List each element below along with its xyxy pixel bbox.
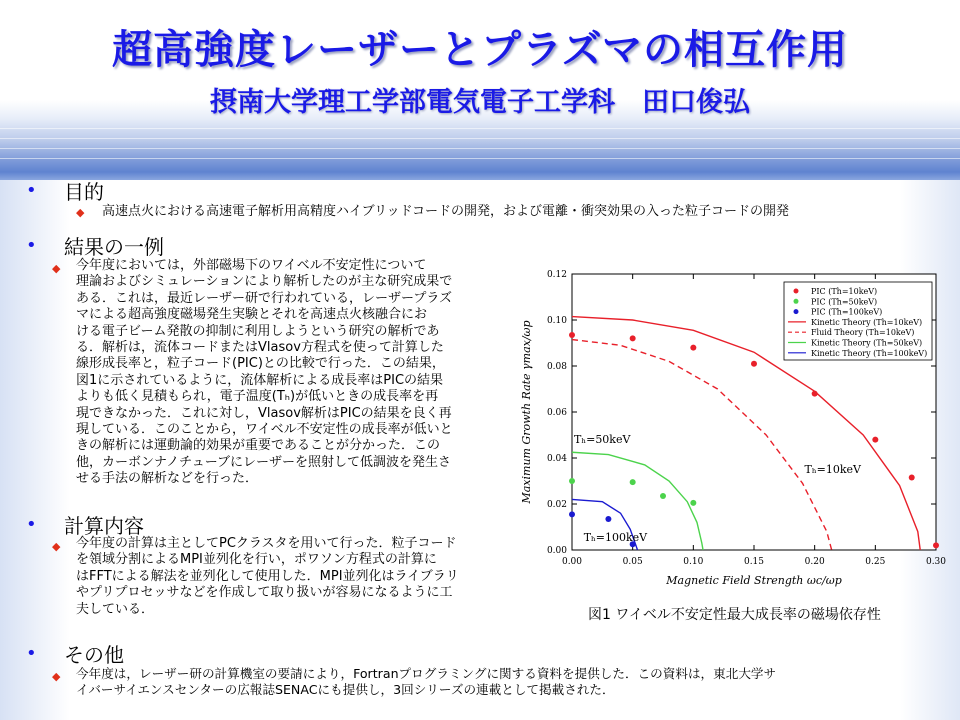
text-line: きの解析には運動論的効果が重要であることが分かった．この [76,438,441,454]
legend-label: Fluid Theory (Th=10keV) [811,328,915,338]
legend-label: PIC (Th=50keV) [811,297,878,307]
data-point [690,345,696,351]
text-line: 今年度においては，外部磁場下のワイベル不安定性について [76,258,427,273]
header-stripe [0,158,960,159]
chart-svg [510,262,950,604]
legend-label: Kinetic Theory (Th=10keV) [811,317,923,327]
diamond-bullet-icon: ◆ [76,206,85,219]
diamond-bullet-icon: ◆ [52,540,61,553]
page-subtitle: 摂南大学理工学部電気電子工学科 田口俊弘 [210,87,750,118]
x-tick-label: 0.30 [925,557,947,567]
text-line: 理論およびシミュレーションにより解析したのが主な研究成果で [76,274,453,290]
y-tick-label: 0.10 [546,316,567,326]
legend-label: Kinetic Theory (Th=100keV) [811,348,928,358]
data-point [569,478,575,484]
text-line: 線形成長率と，粒子コード(PIC)との比較で行った．この結果， [76,356,445,372]
diamond-bullet-icon: ◆ [52,262,61,275]
section-heading-purpose: 目的 [64,180,104,204]
data-point [630,335,636,341]
growth-rate-chart [510,262,950,604]
legend-marker [794,299,799,304]
y-tick-label: 0.04 [546,454,567,464]
data-point [872,437,878,443]
page-title: 超高強度レーザーとプラズマの相互作用 [112,27,848,73]
header-stripe [0,148,960,149]
legend-label: Kinetic Theory (Th=50keV) [811,338,923,348]
figure-caption: 図1 ワイベル不安定性最大成長率の磁場依存性 [588,607,881,623]
x-tick-label: 0.05 [622,557,643,567]
text-line: 現できなかった．これに対し，Vlasov解析はPICの結果を良く再 [76,405,452,421]
data-point [909,475,915,481]
text-line: る．解析は，流体コードまたはVlasov方程式を使って計算した [76,340,444,356]
text-line: やプリプロセッサなどを作成して取り扱いが容易になるように工 [76,585,453,601]
text-line: ける電子ビーム発散の抑制に利用しようという研究の解析であ [76,323,440,339]
text-line: はFFTによる解法を並列化して使用した．MPI並列化はライブラリ [76,568,459,584]
section-heading-other: その他 [64,643,124,667]
bullet-dot-icon: • [26,643,37,664]
x-tick-label: 0.10 [683,557,704,567]
text-line: マによる超高強度磁場発生実験とそれを高速点火核融合にお [76,307,428,323]
purpose-text: 高速点火における高速電子解析用高精度ハイブリッドコードの開発，および電離・衝突効果の入った粒子コードの開発 [102,204,790,219]
bullet-dot-icon: • [26,514,37,535]
text-line: 現している．このことから，ワイベル不安定性の成長率が低いと [76,422,453,438]
x-tick-label: 0.15 [743,557,765,567]
curve-annotation: Tₕ=10keV [804,462,861,476]
text-line: を領域分割によるMPI並列化を行い，ポワソン方程式の計算に [76,552,437,568]
header-stripe [0,128,960,129]
header-stripe [0,138,960,139]
bullet-dot-icon: • [26,235,37,256]
other-text [76,666,936,699]
data-point [569,332,575,338]
data-point [751,361,757,367]
curve-annotation: Tₕ=100keV [583,530,648,544]
bullet-dot-icon: • [26,180,37,201]
curve-annotation: Tₕ=50keV [574,433,631,447]
section-heading-results: 結果の一例 [64,235,164,259]
text-line: ある．これは，最近レーザー研で行われている，レーザープラズ [76,290,452,306]
computation-text [76,536,506,618]
left-shade [0,180,70,720]
legend-label: PIC (Th=10keV) [811,287,878,296]
y-tick-label: 0.00 [546,546,567,556]
y-tick-label: 0.02 [546,500,567,510]
section-heading-computation: 計算内容 [64,514,144,538]
x-tick-label: 0.25 [865,557,886,567]
text-line: 他，カーボンナノチューブにレーザーを照射して低調波を発生さ [76,454,452,470]
legend-marker [794,309,799,314]
text-line: せる手法の解析などを行った． [76,471,259,487]
data-point [630,479,636,485]
text-line: よりも低く見積もられ，電子温度(Tₕ)が低いときの成長率を再 [76,389,439,405]
y-tick-label: 0.06 [546,408,567,418]
legend-label: PIC (Th=100keV) [811,307,883,317]
data-point [690,500,696,506]
text-line: イバーサイエンスセンターの広報誌SENACにも提供し，3回シリーズの連載として掲載された． [76,682,615,698]
data-point [933,542,939,548]
text-line: 図1に示されているように，流体解析による成長率はPICの結果 [76,372,444,388]
text-line: 今年度は，レーザー研の計算機室の要請により，Fortranプログラミングに関する資料を提供した．この資料は，東北大学サ [76,666,777,681]
results-text [76,258,506,488]
y-tick-label: 0.12 [546,270,567,280]
data-point [569,511,575,517]
x-tick-label: 0.20 [804,557,825,567]
x-axis-label: Magnetic Field Strength ωc/ωp [666,574,842,587]
x-tick-label: 0.00 [561,557,583,567]
legend-marker [794,289,799,294]
y-tick-label: 0.08 [546,362,567,372]
text-line: 今年度の計算は主としてPCクラスタを用いて行った．粒子コード [76,536,457,551]
data-point [605,516,611,522]
diamond-bullet-icon: ◆ [52,670,61,683]
data-point [660,493,666,499]
text-line: 夫している． [76,601,155,617]
y-axis-label: Maximum Growth Rate γmax/ωp [520,320,533,504]
